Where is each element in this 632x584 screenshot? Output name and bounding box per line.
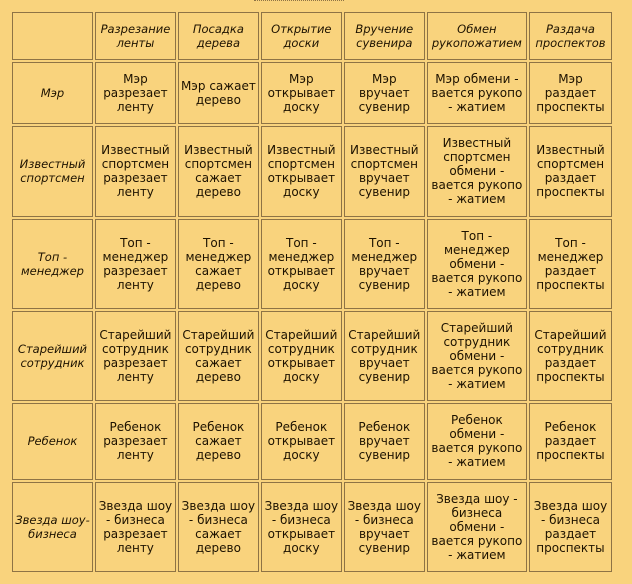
column-header: Посадка дерева <box>178 12 259 60</box>
column-header: Открытие доски <box>261 12 342 60</box>
table-cell: Известный спортсмен обмени - вается рукопо - жатием <box>427 126 527 216</box>
table-cell: Звезда шоу - бизнеса открывает доску <box>261 482 342 572</box>
table-cell: Старейший сотрудник обмени - вается рукопо - жатием <box>427 311 527 401</box>
table-cell: Звезда шоу - бизнеса раздает проспекты <box>529 482 612 572</box>
table-cell: Известный спортсмен сажает дерево <box>178 126 259 216</box>
column-header: Разрезание ленты <box>95 12 176 60</box>
table-row <box>12 482 612 572</box>
table-cell: Ребенок открывает доску <box>261 403 342 479</box>
table-cell: Известный спортсмен разрезает ленту <box>95 126 176 216</box>
table-cell: Мэр открывает доску <box>261 62 342 124</box>
table-cell: Звезда шоу - бизнеса вручает сувенир <box>344 482 425 572</box>
table-cell: Мэр вручает сувенир <box>344 62 425 124</box>
table-cell: Мэр обмени - вается рукопо - жатием <box>427 62 527 124</box>
table-cell: Топ - менеджер открывает доску <box>261 219 342 309</box>
row-header: Ребенок <box>12 403 93 479</box>
activity-matrix-table <box>10 10 614 574</box>
table-cell: Ребенок раздает проспекты <box>529 403 612 479</box>
row-header: Старейший сотрудник <box>12 311 93 401</box>
table-row <box>12 403 612 479</box>
table-cell: Известный спортсмен вручает сувенир <box>344 126 425 216</box>
table-cell: Старейший сотрудник открывает доску <box>261 311 342 401</box>
table-cell: Мэр раздает проспекты <box>529 62 612 124</box>
table-row <box>12 126 612 216</box>
table-cell: Ребенок вручает сувенир <box>344 403 425 479</box>
table-cell: Топ - менеджер обмени - вается рукопо - жатием <box>427 219 527 309</box>
table-cell: Топ - менеджер разрезает ленту <box>95 219 176 309</box>
table-cell: Мэр разрезает ленту <box>95 62 176 124</box>
table-cell: Старейший сотрудник разрезает ленту <box>95 311 176 401</box>
table-cell: Топ - менеджер вручает сувенир <box>344 219 425 309</box>
header-row <box>12 12 612 60</box>
table-cell: Топ - менеджер раздает проспекты <box>529 219 612 309</box>
table-row <box>12 311 612 401</box>
table-cell: Ребенок разрезает ленту <box>95 403 176 479</box>
table-row <box>12 219 612 309</box>
table-cell: Известный спортсмен раздает проспекты <box>529 126 612 216</box>
table-cell: Звезда шоу - бизнеса разрезает ленту <box>95 482 176 572</box>
column-header: Вручение сувенира <box>344 12 425 60</box>
table-cell: Известный спортсмен открывает доску <box>261 126 342 216</box>
table-cell: Мэр сажает дерево <box>178 62 259 124</box>
row-header: Звезда шоу-бизнеса <box>12 482 93 572</box>
table-cell: Старейший сотрудник сажает дерево <box>178 311 259 401</box>
row-header: Мэр <box>12 62 93 124</box>
table-cell: Старейший сотрудник раздает проспекты <box>529 311 612 401</box>
table-row <box>12 62 612 124</box>
table-cell: Звезда шоу - бизнеса сажает дерево <box>178 482 259 572</box>
corner-cell <box>12 12 93 60</box>
table-cell: Ребенок обмени - вается рукопо - жатием <box>427 403 527 479</box>
table-cell: Старейший сотрудник вручает сувенир <box>344 311 425 401</box>
column-header: Обмен рукопожатием <box>427 12 527 60</box>
table-cell: Топ - менеджер сажает дерево <box>178 219 259 309</box>
top-divider <box>254 0 344 2</box>
table-cell: Ребенок сажает дерево <box>178 403 259 479</box>
row-header: Топ - менеджер <box>12 219 93 309</box>
row-header: Известный спортсмен <box>12 126 93 216</box>
table-cell: Звезда шоу - бизнеса обмени - вается рукопо - жатием <box>427 482 527 572</box>
column-header: Раздача проспектов <box>529 12 612 60</box>
